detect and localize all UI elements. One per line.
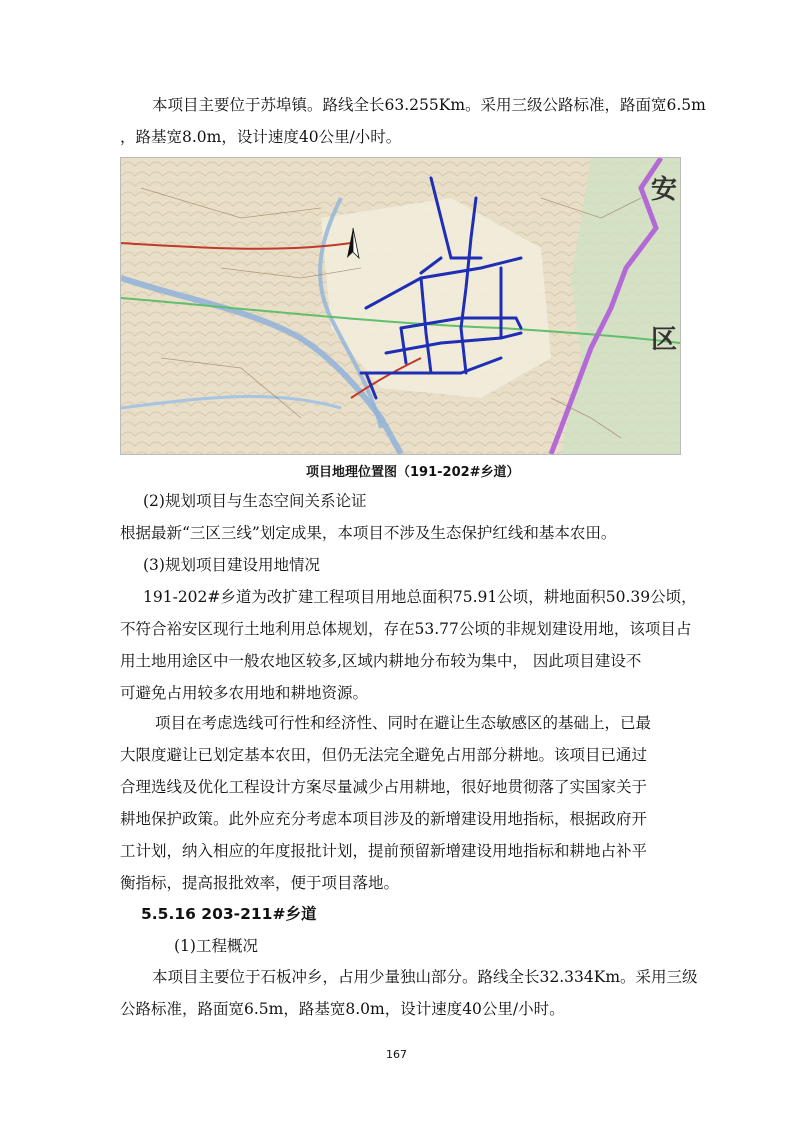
paragraph-4-line-4: 耕地保护政策。此外应充分考虑本项目涉及的新增建设用地指标，根据政府开 xyxy=(120,810,648,828)
paragraph-3-line-1: 191-202#乡道为改扩建工程项目用地总面积75.91公顷，耕地面积50.39公顷， xyxy=(143,588,697,606)
map-label-an: 安 xyxy=(651,175,678,205)
page-number: 167 xyxy=(386,1048,407,1061)
map-label-qu: 区 xyxy=(651,325,678,355)
heading-ecology: (2)规划项目与生态空间关系论证 xyxy=(143,492,367,510)
paragraph-4-line-3: 合理选线及优化工程设计方案尽量减少占用耕地，很好地贯彻落了实国家关于 xyxy=(120,778,648,796)
paragraph-ecology: 根据最新“三区三线”划定成果，本项目不涉及生态保护红线和基本农田。 xyxy=(120,524,617,542)
paragraph-1-line-1: 本项目主要位于苏埠镇。路线全长63.255Km。采用三级公路标准，路面宽6.5m xyxy=(152,96,706,114)
paragraph-5-line-1: 本项目主要位于石板冲乡，占用少量独山部分。路线全长32.334Km。采用三级 xyxy=(152,968,698,986)
section-heading: 5.5.16 203-211#乡道 xyxy=(141,905,317,923)
paragraph-4-line-5: 工计划，纳入相应的年度报批计划，提前预留新增建设用地指标和耕地占补平 xyxy=(120,842,648,860)
paragraph-3-line-3: 用土地用途区中一般农地区较多,区域内耕地分布较为集中， 因此项目建设不 xyxy=(120,652,642,670)
paragraph-1-line-2: ，路基宽8.0m，设计速度40公里/小时。 xyxy=(120,128,402,146)
figure-caption: 项目地理位置图（191-202#乡道） xyxy=(306,465,520,480)
paragraph-3-line-4: 可避免占用较多农用地和耕地资源。 xyxy=(120,684,369,702)
paragraph-4-line-6: 衡指标，提高报批效率，便于项目落地。 xyxy=(120,874,400,892)
paragraph-4-line-2: 大限度避让已划定基本农田，但仍无法完全避免占用部分耕地。该项目已通过 xyxy=(120,746,648,764)
paragraph-5-line-2: 公路标准，路面宽6.5m，路基宽8.0m，设计速度40公里/小时。 xyxy=(120,1000,565,1018)
paragraph-3-line-2: 不符合裕安区现行土地利用总体规划，存在53.77公顷的非规划建设用地，该项目占 xyxy=(120,620,692,638)
heading-land-use: (3)规划项目建设用地情况 xyxy=(143,556,320,574)
subheading-overview: (1)工程概况 xyxy=(174,937,258,955)
paragraph-4-line-1: 项目在考虑选线可行性和经济性、同时在避让生态敏感区的基础上，已最 xyxy=(155,714,652,732)
project-location-map xyxy=(120,157,681,455)
